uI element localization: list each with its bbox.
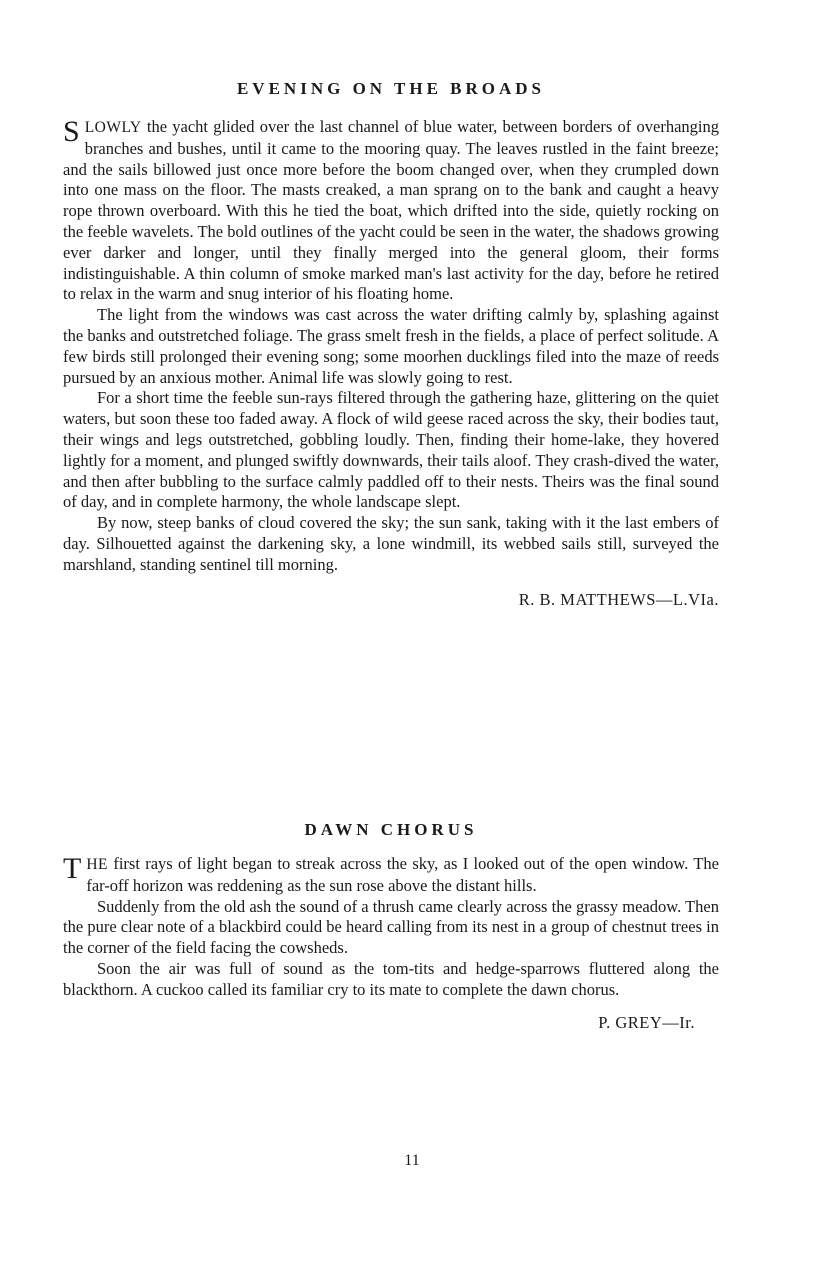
- paragraph-text: first rays of light began to streak across the sky, as I looked out of the open window. The far-off horizon was reddening as the sun rose above the distant hills.: [86, 854, 719, 895]
- paragraph-text: the yacht glided over the last channel of blue water, between borders of overhanging branches and bushes, until it came to the mooring quay. The leaves rustled in the faint breeze; and the sails billowed just once more before the boom changed over, when they crumpled down into one mass on the floor. The masts creaked, a man sprang on to the bank and caught a heavy rope thrown overboard. With this he tied the boat, which drifted into the side, quietly rocking on the feeble wavelets. The bold outlines of the yacht could be seen in the water, the shadows growing ever darker and longer, until they finally merged into the general gloom, their forms indistinguishable. A thin column of smoke marked man's last activity for the day, before he retired to relax in the warm and snug interior of his floating home.: [63, 117, 719, 304]
- lead-word: HE: [86, 856, 108, 873]
- article-paragraph: By now, steep banks of cloud covered the sky; the sun sank, taking with it the last embers of day. Silhouetted against the darkening sky, a lone windmill, its webbed sails still, surveyed the marshland, standing sentinel till morning.: [63, 513, 719, 574]
- drop-cap: T: [63, 852, 82, 885]
- article-paragraph: Suddenly from the old ash the sound of a thrush came clearly across the grassy meadow. Then the pure clear note of a blackbird could be heard calling from its nest in a group of chestnut trees in the corner of the field facing the cowsheds.: [63, 896, 719, 958]
- lead-word: LOWLY: [84, 119, 142, 136]
- article-paragraph: [63, 854, 719, 897]
- drop-cap: S: [63, 115, 80, 148]
- article-paragraph: For a short time the feeble sun-rays filtered through the gathering haze, glittering on the quiet waters, but soon these too faded away. A flock of wild geese raced across the sky, their bodies taut, their wings and legs outstretched, gobbling loudly. Then, finding their home-lake, they hovered lightly for a moment, and plunged swiftly downwards, their tails aloof. They crash-dived the water, and then after bubbling to the surface calmly paddled off to their nests. Theirs was the final sound of day, and in complete harmony, the whole landscape slept.: [63, 388, 719, 512]
- article-title: DAWN CHORUS: [304, 820, 478, 839]
- article-title: EVENING ON THE BROADS: [236, 79, 546, 98]
- article-evening-on-the-broads: [63, 79, 719, 610]
- article-paragraph: The light from the windows was cast across the water drifting calmly by, splashing against the banks and outstretched foliage. The grass smelt fresh in the fields, a place of perfect solitude. A few birds still prolonged their evening song; some moorhen ducklings filed into the maze of reeds pursued by an anxious mother. Animal life was slowly going to rest.: [63, 305, 719, 387]
- author-signature: P. GREY—Ir.: [598, 1012, 695, 1032]
- article-paragraph: Soon the air was full of sound as the tom-tits and hedge-sparrows fluttered along the blackthorn. A cuckoo called its familiar cry to its mate to complete the dawn chorus.: [63, 958, 719, 999]
- article-dawn-chorus: [63, 820, 719, 1033]
- page-number: 11: [404, 1152, 420, 1169]
- author-signature: R. B. MATTHEWS—L.VIa.: [518, 589, 719, 609]
- article-paragraph: [63, 117, 719, 305]
